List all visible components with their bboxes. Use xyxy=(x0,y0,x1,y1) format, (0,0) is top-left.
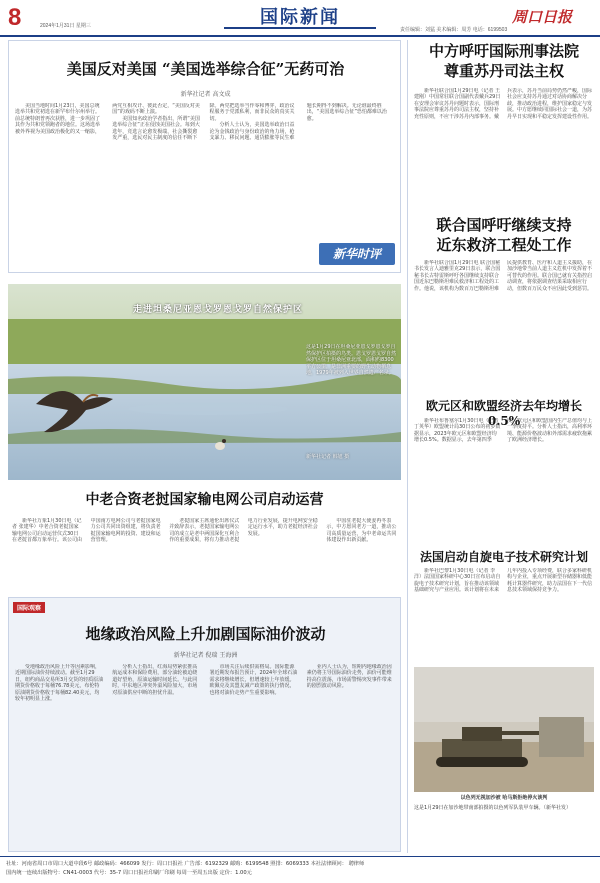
grid-article-title: 中老合资老挝国家输电网公司启动运营 xyxy=(85,492,324,508)
issue-date: 2024年1月31日 星期三 xyxy=(40,23,91,29)
main-article-title: 美国反对美国 “美国选举综合征”无药可治 xyxy=(66,60,345,78)
eu-article-title: 欧元区和欧盟经济去年均增长0.5% xyxy=(425,399,582,428)
paragraph: 市场关注后续供需格局。国际能源署近期发布报告预计，2024年全球石油需求将继续增长，但增速较上年放缓。欧佩克及其盟友减产政策的执行情况，也将对油价走势产生重要影响。 xyxy=(209,664,298,696)
oil-article-byline: 新华社记者 倪瑞 王海洲 xyxy=(173,652,238,659)
page-header xyxy=(0,0,600,36)
paragraph: 新华社布鲁塞尔1月30日电（记者 丁英华）欧盟统计局30日公布的初步数据显示，2023年欧元区和欧盟经济均增长0.5%。数据显示，去年第四季度，欧元区和欧盟国内生产总值均与上一季度持平。分析人士指出，高利率环境、能源价格波动和外部需求疲软拖累了欧洲经济增长。 xyxy=(414,418,593,444)
paragraph: 业内人士认为，短期内地缘政治因素仍将主导国际油价走势，油价可能维持高位震荡，市场需警惕突发事件带来的剧烈波动风险。 xyxy=(306,664,392,690)
paragraph: 中国驻老挝大使姜再冬表示，中方愿同老方一道，推动公司高质量运营，为中老命运共同体建设作出新贡献。 xyxy=(326,518,397,544)
armored-vehicle-photo xyxy=(414,667,594,792)
gaza-photo-headline: 以色列无视加沙被 哈马斯拒绝停火谈判 xyxy=(460,795,548,801)
main-article-box xyxy=(8,40,401,273)
page-number: 8 xyxy=(8,4,22,31)
eu-article-body xyxy=(414,418,594,546)
gaza-photo-caption: 这是1月29日在加沙地带南部拍摄的以色列军队装甲车辆。（新华社发） xyxy=(414,805,572,811)
photo-credit: 新华社记者 韩旭 摄 xyxy=(306,454,350,460)
paragraph: 分析人士认为，美国选举政治日益沦为金钱政治与身份政治的角力场，枪支暴力、移民问题、通货膨胀等民生难题长期得不到解决。无论谁最终胜出，“美国选举综合征”恐怕都难以治愈。 xyxy=(209,103,387,142)
paragraph: 美国当地时间1月23日，美国总统选举共和党初选在新罕布什尔州举行。前总统特朗普再次获胜，进一步巩固了其作为共和党领跑者的地位。这场选举被外界视为美国政治极化的又一缩影，两党互相攻讦、彼此否定，“美国反对美国”的戏码不断上演。 xyxy=(15,103,200,135)
paragraph: 受地缘政治风险上升等因素影响，近期国际油价持续波动。截至1月29日，纽约商品交易所3月交货的轻质原油期货价格收于每桶76.78美元，布伦特原油期货价格收于每桶82.40美元，均较年初明显上涨。 xyxy=(15,664,104,703)
paragraph: 新华社巴黎1月30日电（记者 李洋）法国国家科研中心30日宣布启动自旋电子技术研究计划，旨在推动该领域基础研究与产业应用。该计划将在未来几年内投入专项经费，联合多家科研机构与企业，重点开展新型存储器和低能耗计算器件研究，助力法国在下一代信息技术领域保持竞争力。 xyxy=(414,568,593,594)
grid-article-body xyxy=(12,518,397,588)
france-article-body xyxy=(414,568,594,662)
france-article-title: 法国启动自旋电子技术研究计划 xyxy=(419,550,588,564)
paragraph: 新华社联合国1月29日电（记者 王建刚）中国常驻联合国副代表戴兵29日在安理会审议苏丹问题时表示，国际刑事法院应尊重苏丹的司法主权，坚持补充性原则，不应干涉苏丹内部事务。戴兵表示，苏丹当前局势仍然严峻，国际社会应支持苏丹通过对话协商解决分歧，推动政治进程，维护国家稳定与发展。中方愿继续同国际社会一道，为苏丹早日实现和平稳定发挥建设性作用。 xyxy=(414,88,593,120)
footer-line-2: 国内统一连续出版物号：CN41-0003 代号：35-7 周口日报社印刷厂印刷 每周一至周五出版 定价：1.00元 xyxy=(6,870,252,876)
unrwa-title-line1: 联合国呼吁继续支持 xyxy=(436,216,572,234)
paragraph: 美国知名政治学者指出，所谓“美国选举综合征”正在侵蚀美国社会。每到大选年，竞选言论愈发极端，社会撕裂愈发严重，选民对民主制度的信任不断下降。两党把选举当作零和博弈，政治议程服务于党派私利，而非民众的真实关切。 xyxy=(112,103,295,142)
paragraph: 老挝国家主席通伦出席仪式并致辞表示，老挝国家输电网公司的成立是老中两国深化互利合作的重要成果，将有力推动老挝电力行业发展，提升电网安全稳定运行水平，助力老挝经济社会发展。 xyxy=(169,518,318,544)
staff-credits: 责任编辑：刘猛 美术编辑：周芳 电话：6199503 xyxy=(400,27,508,33)
oil-article-box xyxy=(8,597,401,852)
oil-article-body xyxy=(15,664,395,846)
footer-line-1: 社址：河南省周口市周口大道中段6号 邮政编码：466099 发行：周口日报社 广告部：6192329 邮购：6199548 照排：6069333 本社法律顾问： 聘律师 xyxy=(6,861,365,867)
photo-title: 走进坦桑尼亚恩戈罗恩戈罗自然保护区 xyxy=(133,305,304,315)
paragraph: 新华社联合国1月29日电 联合国秘书长发言人迪雅里克29日表示，联合国秘书长古特雷斯呼吁各国继续支持联合国近东巴勒斯坦难民救济和工程处的工作。他说，该机构为数百万巴勒斯坦难民提供教育、医疗和人道主义援助，在加沙地带当前人道主义危机中发挥着不可替代的作用。联合国已就有关指控启动调查，将依据调查结果采取相应行动，但数百万民众不应因此受到惩罚。 xyxy=(414,260,593,292)
analysis-tag: 国际观察 xyxy=(13,602,45,613)
unrwa-article-body xyxy=(414,260,594,390)
footer-rule xyxy=(0,856,600,857)
header-rule xyxy=(0,35,600,37)
oil-article-title: 地缘政治风险上升加剧国际油价波动 xyxy=(85,625,326,643)
feature-photo xyxy=(8,284,401,480)
unrwa-title-line2: 近东救济工程处工作 xyxy=(436,236,572,254)
main-article-byline: 新华社记者 高文成 xyxy=(180,91,231,98)
column-divider xyxy=(407,40,408,853)
section-title: 国际新闻 xyxy=(224,3,376,29)
xinhua-commentary-badge: 新华时评 xyxy=(319,243,395,265)
icc-title-line1: 中方呼吁国际刑事法院 xyxy=(428,42,579,60)
paragraph: 新华社万象1月30日电（记者 张建华）中老合资老挝国家输电网公司启动运营仪式30日在老挝首都万象举行。该公司由中国南方电网公司与老挝国家电力公司共同出资组建，将负责老挝国家输电网的投资、建设和运营管理。 xyxy=(12,518,161,544)
paragraph: 分析人士指出，红海局势紧张推高航运成本和保险费用，部分油轮被迫绕道好望角，原油运输时间延长。与此同时，中东地区冲突外溢风险加大，市场对原油供应中断的担忧升温。 xyxy=(112,664,198,696)
photo-caption: 这是1月29日在坦桑尼亚恩戈罗恩戈罗自然保护区拍摄的鸟类。恩戈罗恩戈罗自然保护区位于坦桑尼亚北部，面积约8300平方公里，是非洲重要的野生动物栖息地，1979年被列入世界自然遗产名录。 xyxy=(306,344,397,377)
icc-article-body xyxy=(414,88,594,213)
icc-title-line2: 尊重苏丹司法主权 xyxy=(443,62,564,80)
newspaper-logo: 周口日报 xyxy=(512,8,573,26)
gaza-photo xyxy=(414,667,594,837)
